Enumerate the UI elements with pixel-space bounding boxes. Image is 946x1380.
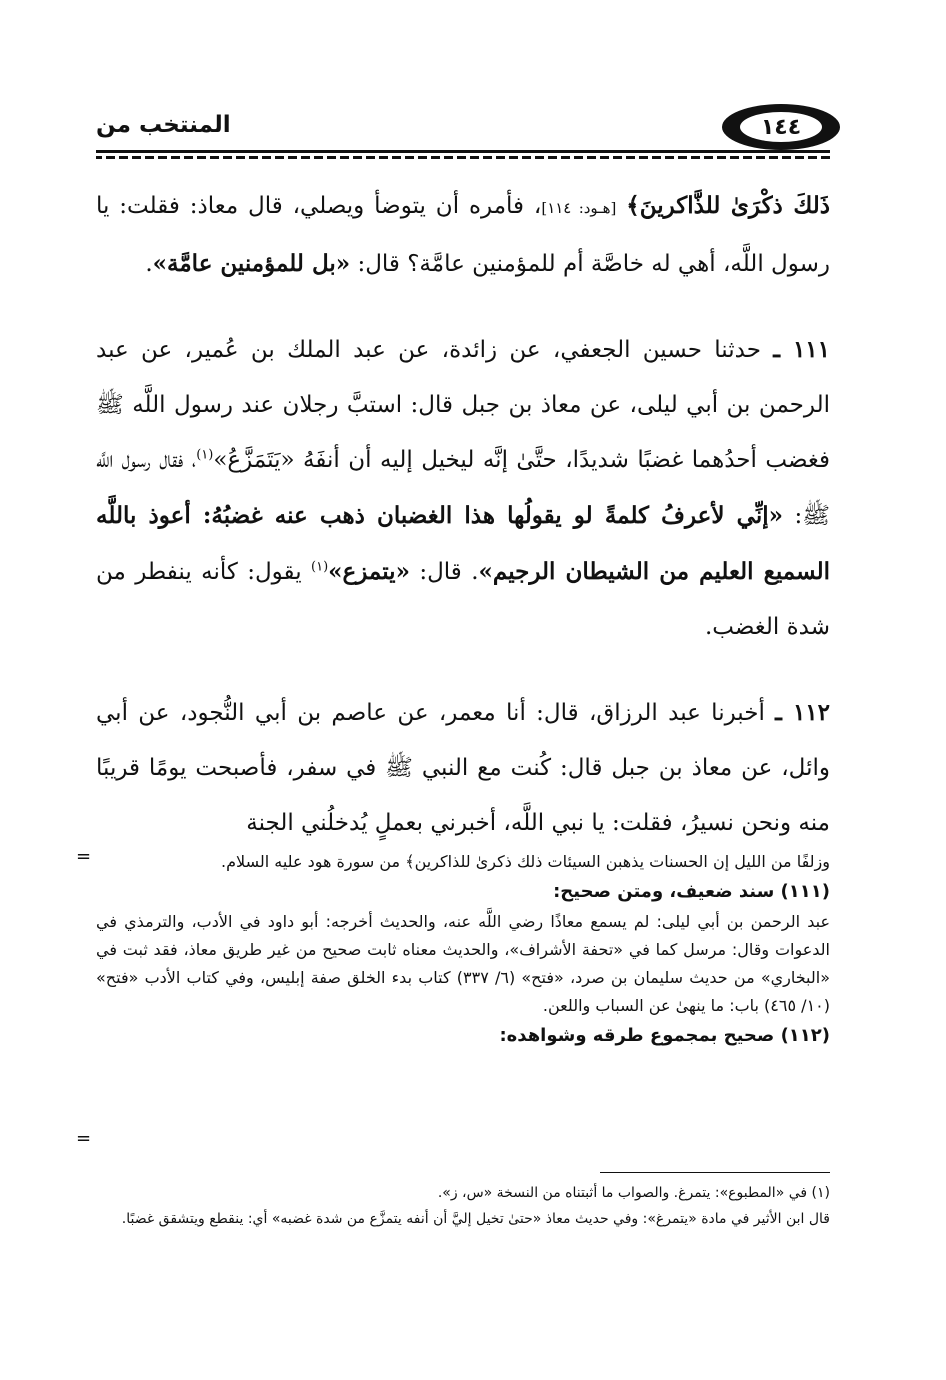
continuation-mark: = [76, 1128, 92, 1149]
running-title: المنتخب من [96, 112, 231, 138]
continuation-mark: = [76, 846, 92, 867]
text-span: حدثنا حسين الجعفي، عن زائدة، عن عبد الملك بن عُمير، عن عبد الرحمن بن أبي ليلى، عن معاذ بن جبل قال: استبَّ رجلان عند رسول اللَّه ﷺ فغضب أحدُهما غضبًا شديدًا، حتَّىٰ إنَّه ليخيل إليه أن أنفَهُ «يَتَمَزَّعُ» [96, 337, 830, 473]
hadith-quote: «يتمزع» [328, 558, 410, 585]
footnote-ref: (١) [311, 559, 329, 575]
hadith-number: ١١١ ـ [773, 336, 831, 363]
note-heading-111: (١١١) سند ضعيف، ومتن صحيح: [553, 881, 830, 902]
text-span: . قال: [419, 559, 479, 585]
footnote-1: (١) في «المطبوع»: يتمرغ. والصواب ما أثبتناه من النسخة «س، ز». [437, 1185, 830, 1201]
note-body-111: عبد الرحمن بن أبي ليلى: لم يسمع معاذًا رضي اللَّه عنه، والحديث أخرجه: أبو داود في الأدب، والترمذي في الدعوات وقال: مرسل كما في «تحفة الأشراف»، والحديث معناه ثابت صحيح من غير طريق معاذ، فقد ثبت في «البخاري» من حديث سليمان بن صرد، «فتح» (٦/ ٣٣٧) كتاب بدء الخلق صفة إبليس، وفي كتاب الأدب «فتح» (١٠/ ٤٦٥) باب: ما ينهىٰ عن السباب واللعن. [96, 912, 830, 1015]
page-number-badge [722, 104, 840, 150]
header-rule [96, 150, 830, 153]
hadith-112 [96, 685, 830, 851]
text-span: ، فأمره أن يتوضأ ويصلي، قال معاذ: [189, 193, 542, 219]
footnote-divider [600, 1172, 830, 1173]
note-heading-112: (١١٢) صحيح بمجموع طرقه وشواهده: [499, 1025, 830, 1046]
page-number: ١٤٤ [740, 112, 822, 142]
text-span: أخبرنا عبد الرزاق، قال: أنا معمر، عن عاصم بن أبي النُّجود، عن أبي وائل، عن معاذ بن جبل قال: كُنت مع النبي ﷺ في سفر، فأصبحت يومًا قريبًا منه ونحن نسيرُ، فقلت: يا نبي اللَّه، أخبرني بعملٍ يُدخلُني الجنة [96, 700, 830, 836]
hadith-quote: «إنِّي لأعرفُ كلمةً لو يقولُها هذا الغضبان ذهب عنه غضبُهُ: أعوذ باللَّه السميع العليم من الشيطان الرجيم» [96, 502, 830, 585]
footnotes [96, 1180, 830, 1232]
hadith-111 [96, 322, 830, 655]
text-span: ، فقال رسول اللَّه ﷺ: [96, 447, 830, 529]
main-text [96, 178, 830, 851]
footnote-1-detail: قال ابن الأثير في مادة «يتمرغ»: وفي حديث معاذ «حتىٰ تخيل إليَّ أن أنفه يتمزَّع من شدة غضبه» أي: ينقطع ويتشقق غضبًا. [121, 1211, 830, 1227]
hadith-quote: «بل للمؤمنين عامَّة» [152, 250, 351, 277]
quran-verse: ذَلكَ ذكْرَىٰ للذَّاكرينَ﴾ [626, 192, 830, 219]
hadith-number: ١١٢ ـ [775, 699, 830, 726]
text-span: فقلت: يا رسول اللَّه، أهي له خاصَّة أم للمؤمنين عامَّة؟ قال: [96, 193, 830, 277]
header-dashed-rule [96, 156, 830, 159]
text-span: يقول: كأنه ينفطر من شدة الغضب. [96, 559, 830, 640]
text-span: . [145, 251, 153, 277]
paragraph-continuation [96, 178, 830, 292]
verse-citation: [هـود: ١١٤] [541, 199, 617, 217]
footnote-ref: (١) [196, 447, 214, 463]
note-continuation: وزلفًا من الليل إن الحسنات يذهبن السيئات ذلك ذكرىٰ للذاكرين﴾ من سورة هود عليه السلام. [221, 852, 830, 871]
commentary-notes [96, 848, 830, 1052]
